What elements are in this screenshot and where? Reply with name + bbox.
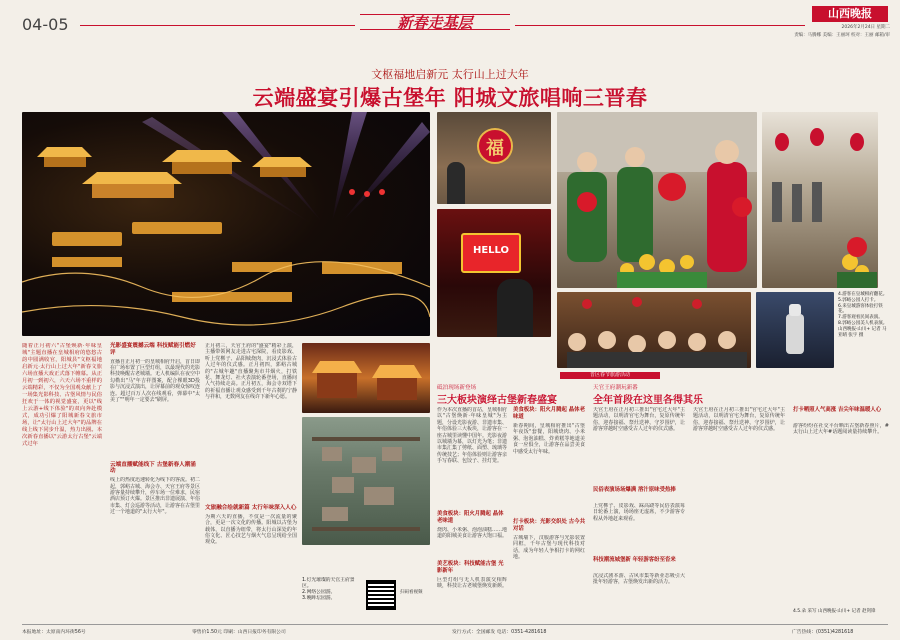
qr-caption: 扫码看视频 [400,590,423,595]
footer-circulation: 发行方式：全国邮发 电话：0351-4281618 [452,630,547,635]
headline-kicker: 文枢福地启新元 太行山上过大年 [371,68,529,81]
crowd-illustration [557,292,751,368]
night-castle-photo [22,112,430,336]
night-castle-illustration [22,112,430,336]
issue-date: 2026年2月24日 星期二 [841,25,890,30]
visitor-figure [447,162,465,204]
lead-text: 随着正月初六"古堡焕新·年味皇城"主题直播在皇城相府的悠悠古韵中圆满收官，阳城县"文枢福地启新元·太行山上过大年"新春文旅六场直播大戏正式落下帷幕。从正月初一到初六，六天六场不重样的云端精彩，不仅为全国观众献上了一场集光影科技、古堡风情与民俗狂欢于一体的视觉盛宴，更以"线上云游+线下体验"的双向奔赴模式，成功引爆了阳城新春文旅市场，让"太行山上过大年"的品牌在线上线下同步升温，热力出圈。本次新春直播以"云游太行古堡"云端式过年 [22,343,102,447]
robot-figure [786,314,804,354]
col2-text-1: 直播自正月初一的皇城相府开启，首日即在广场布置了巨型灯组，以最现代的光影科技唤醒古老城墙。无人机编队在夜空中勾勒出"马"年吉祥图案，配合裸眼3D投影与沉浸式演出，让屏幕前的观众惊叹连连。超过百万人次在线观看，弹幕中"太美了""明年一定要去"刷屏。 [110,358,200,404]
article-castle-block2-text: 古城墙下，汉服游客与光影装置同框，千年古堡与现代科技对话，成为年轻人争相打卡的网红地。 [513,535,585,561]
editors-line: 责编：马腾娜 美编：王丽珂 校对：王丽 邮箱/审 [794,33,890,38]
page-number: 04-05 [22,15,69,34]
col2-heading-1: 光影盛宴震撼云端 科技赋能引燃好评 [110,343,196,356]
article-tianguan [593,383,889,621]
photo-caption-right: 4.游客在皇城相府翻花。 5.郭峪公园人打卡。 6.来皇城游客体验打铁花。 7.游客观看民间表演。 8.郭峪公园美人机表演。 山西晚报·山川+ 记者 马亚晴 张宇 摄 [838,292,888,338]
article-tianguan-title: 全年首段在这里各得其乐 [593,395,703,406]
hello-sign-photo [437,209,551,337]
col2-text-2: 线上的热度迅速转化为线下的客流。初二起，郭峪古城、海会寺、天官王府等景区游客量持续攀升，停车场一位难求，民宿酒店预订火爆。景区推出非遗展演、年俗市集、灯会巡游等活动，让游客在古堡里过一个地道的"太行大年"。 [110,477,200,516]
section-title: 新春走基层 [397,14,473,32]
section-banner-strip: 晋区春节旅游活动 [560,372,660,379]
article-tianguan-sec-c-text: 游客纷纷在社交平台晒出古堡新春照片，#太行山上过大年#话题阅读量持续攀升。 [793,423,889,436]
article-castle-kicker: 砥泊现场新登场 [437,385,477,391]
article-tianguan-text: 天官王府在正月初三推出"官宅过大年"主题活动，以明清官宅为舞台，复原传统年俗，迎春接福、祭灶送神、守岁围炉，让游客穿越时空感受古人过年的仪式感。 [593,407,685,433]
col2 [110,343,200,621]
article-castle-block1-text: 新春期间，皇城相府推出"古堡年夜饭"套餐，阳城烧肉、小米粥、泡泡油糕、炸黄糕等地道美食一应俱全，让游客在品尝美食中感受太行年味。 [513,423,585,455]
wooden-pavilion-photo [302,343,430,413]
article-castle-title: 三大板块演绎古堡新春盛宴 [437,395,557,406]
article-castle-sec-a-title: 美食板块：阳火月腾起 晶体老味道 [437,511,504,524]
col2b-text: 正月初三，天官王府的"盛宴"精彩上演，主播带领网友走进古宅深院，看皮影戏、听上党梆子、品阳城烧肉，沉浸式体验古人过年的仪式感。正月初四，郭峪古城的"古城年趣"直播聚焦市井烟火，打铁花、舞龙灯、社火表演轮番登场，直播间人气持续走高。正月初五，海会寺双塔下的祈福直播让观众感受到千年古刹的宁静与祥和，无数网友在线许下新年心愿。 [205,343,297,401]
performers-illustration [557,112,757,288]
street-illustration [762,112,878,288]
headline-main: 云端盛宴引爆古堡年 阳城文旅唱响三晋春 [252,86,648,110]
col2-text-3: 为期六天的直播，不仅是一次流量的聚合，更是一次文化的传播。阳城以古堡为载体，以直播为纽带，将太行山深处的年俗文化、匠心技艺与烟火气息呈现给全国观众。 [205,513,297,546]
ancient-town-aerial-photo [302,417,430,545]
masthead-rule-left [80,25,355,26]
masthead [0,0,900,42]
street-lanterns-photo [762,112,878,288]
photo-caption-bottom-right: 4.5.朵 采写 山西晚报·山川+ 记者 赵剑锋 [793,609,876,614]
article-tianguan-col2-text: 天官王府在正月初三推出"官宅过大年"主题活动，以明清官宅为舞台，复原传统年俗，迎春接福、祭灶送神、守岁围炉，让游客穿越时空感受古人过年的仪式感。 [693,407,785,433]
article-castle-sec-a-text: 烧肉、小米粥、泡泡油糕……地道的阳城美食让游客大饱口福。 [437,527,507,540]
footer-address: 本报地址：太原南内环街56号 [22,630,86,635]
footer-ad: 广告热线：(0351)4281618 [792,630,854,635]
article-castle-block2-title: 打卡板块：光影交织处 古今共对话 [513,519,585,532]
fu-text: 福 [486,138,504,159]
festive-performers-photo [557,112,757,288]
article-tianguan-sec-a-text: 上党梆子、皮影戏、踩高跷等民俗表演每日轮番上演，场场座无虚席，不少游客专程从外地赶来观看。 [593,503,685,522]
article-tianguan-sec-c-title: 打卡晒照人气高涨 吉尖年味温暖人心 [793,407,882,413]
paper-name: 山西晚报 [812,6,888,22]
pavilion-illustration [302,343,430,413]
article-tianguan-sec-b-title: 科技潮流城堡新 年轻游客纷至沓来 [593,557,676,563]
footer [22,624,888,636]
qr-code [366,580,396,610]
col2b [205,343,297,621]
visitor-pair [497,279,533,337]
article-tianguan-sec-a-title: 民俗表演场场爆满 溶汁原味受热捧 [593,487,676,493]
footer-phone: 零售价1.50元 印刷：山西日报印务有限公司 [192,630,286,635]
robot-head [789,304,801,316]
aerial-illustration [302,417,430,545]
article-castle-text: 作为本次直播的首站，皇城相府以"古堡焕新·年味皇城"为主题，分设光影夜游、非遗市集、年俗体验三大板块，让游客在一座古城里读懂中国年。光影夜游以城墙为幕，以灯光为笔；非遗市集汇集了剪纸、面塑、琉璃等传统技艺；年俗体验则让游客亲手写春联、包饺子、挂灯笼。 [437,407,507,465]
article-castle-sec-b-title: 美艺板块：科技赋能古堡 光影新年 [437,561,504,574]
crowd-photo [557,292,751,368]
fu-character-photo [437,112,551,204]
article-castle-block1-title: 美食板块：阳火月腾起 晶体老味道 [513,407,585,420]
col2-heading-3: 文旅融合绘就新篇 太行年味深入人心 [205,505,297,511]
article-tianguan-sec-b-text: 沉浸式剧本游、古风市集等新业态吸引大批年轻游客，古堡焕发出新的活力。 [593,573,685,586]
robot-show-photo [756,292,834,368]
article-tianguan-kicker: 天官王府潮玩新番 [593,385,638,391]
photo-caption-left: 1.灯光璀璨的天官王府景区。 2.网络公园游。 3.晚眸坛园游。 [302,578,355,601]
article-castle-sec-b-text: 巨型灯组与无人机表演交相辉映，科技让古老城堡焕发新颜。 [437,577,507,590]
hello-sign-text: HELLO [472,245,510,256]
section-banner [360,10,510,34]
col2-heading-2: 云端直播赋能线下 古堡新春人潮涌动 [110,461,196,475]
article-castle [437,383,585,621]
